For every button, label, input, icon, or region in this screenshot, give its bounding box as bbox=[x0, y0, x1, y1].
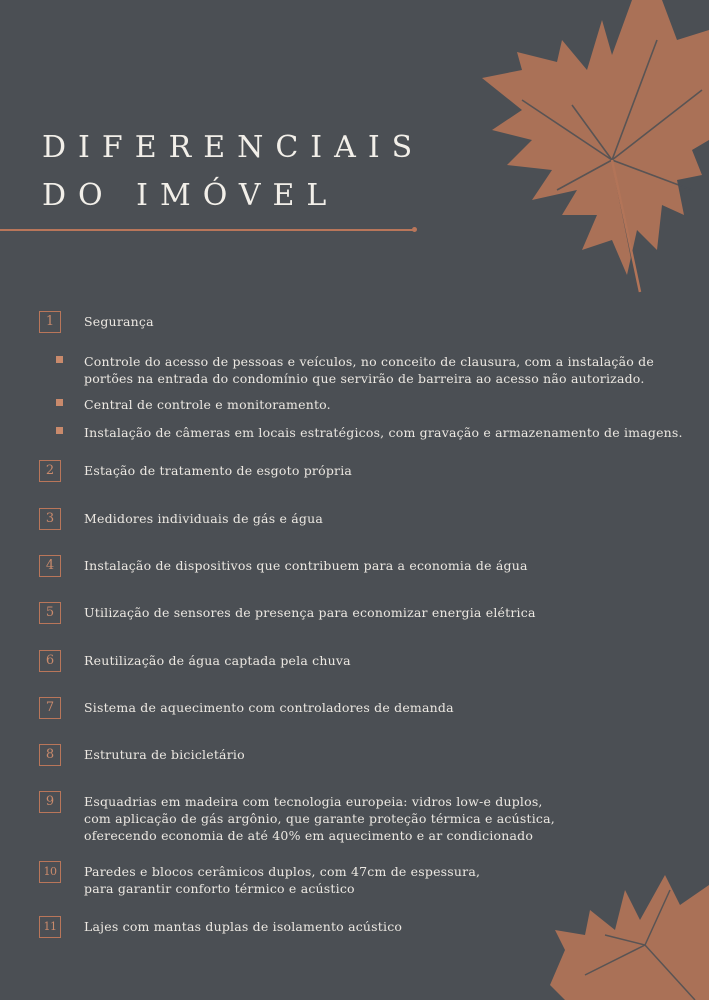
item-text: Estação de tratamento de esgoto própria bbox=[84, 463, 353, 478]
item-number-badge: 8 bbox=[39, 744, 61, 766]
bullet-square-icon bbox=[56, 427, 63, 434]
item-number-badge: 7 bbox=[39, 697, 61, 719]
item-text: Lajes com mantas duplas de isolamento acústico bbox=[84, 919, 403, 934]
page-title bbox=[42, 124, 424, 220]
item-number-badge: 5 bbox=[39, 602, 61, 624]
item-number-badge: 1 bbox=[39, 311, 61, 333]
item-text: Estrutura de bicicletário bbox=[84, 747, 245, 762]
title-divider bbox=[0, 229, 415, 231]
item-number-badge: 4 bbox=[39, 555, 61, 577]
item-text: Segurança bbox=[84, 314, 154, 329]
item-number-badge: 6 bbox=[39, 650, 61, 672]
maple-leaf-decoration-top bbox=[462, 0, 709, 295]
item-text: Paredes e blocos cerâmicos duplos, com 47cm de espessura, para garantir conforto térmico e acústico bbox=[84, 864, 481, 896]
item-number-badge: 10 bbox=[39, 861, 61, 883]
item-text: Sistema de aquecimento com controladores de demanda bbox=[84, 700, 454, 715]
item-text: Esquadrias em madeira com tecnologia europeia: vidros low-e duplos, com aplicação de gás argônio, que garante proteção térmica e acústica, oferecendo economia de até 40% em aquecimento e ar condicionado bbox=[84, 794, 555, 843]
title-line-1: DIFERENCIAIS bbox=[42, 130, 425, 165]
item-number-badge: 11 bbox=[39, 916, 61, 938]
item-text: Instalação de dispositivos que contribuem para a economia de água bbox=[84, 558, 528, 573]
bullet-square-icon bbox=[56, 356, 63, 363]
sub-item-text: Central de controle e monitoramento. bbox=[84, 397, 331, 412]
item-number-badge: 2 bbox=[39, 460, 61, 482]
item-text: Reutilização de água captada pela chuva bbox=[84, 653, 351, 668]
item-number-badge: 3 bbox=[39, 508, 61, 530]
title-line-2: DO IMÓVEL bbox=[42, 178, 339, 213]
sub-item-text: Instalação de câmeras em locais estratégicos, com gravação e armazenamento de imagens. bbox=[84, 425, 683, 440]
item-text: Medidores individuais de gás e água bbox=[84, 511, 324, 526]
bullet-square-icon bbox=[56, 399, 63, 406]
sub-item-text: Controle do acesso de pessoas e veículos, no conceito de clausura, com a instalação de portões na entrada do condomínio que servirão de barreira ao acesso não autorizado. bbox=[84, 354, 654, 386]
item-text: Utilização de sensores de presença para economizar energia elétrica bbox=[84, 605, 536, 620]
item-number-badge: 9 bbox=[39, 791, 61, 813]
